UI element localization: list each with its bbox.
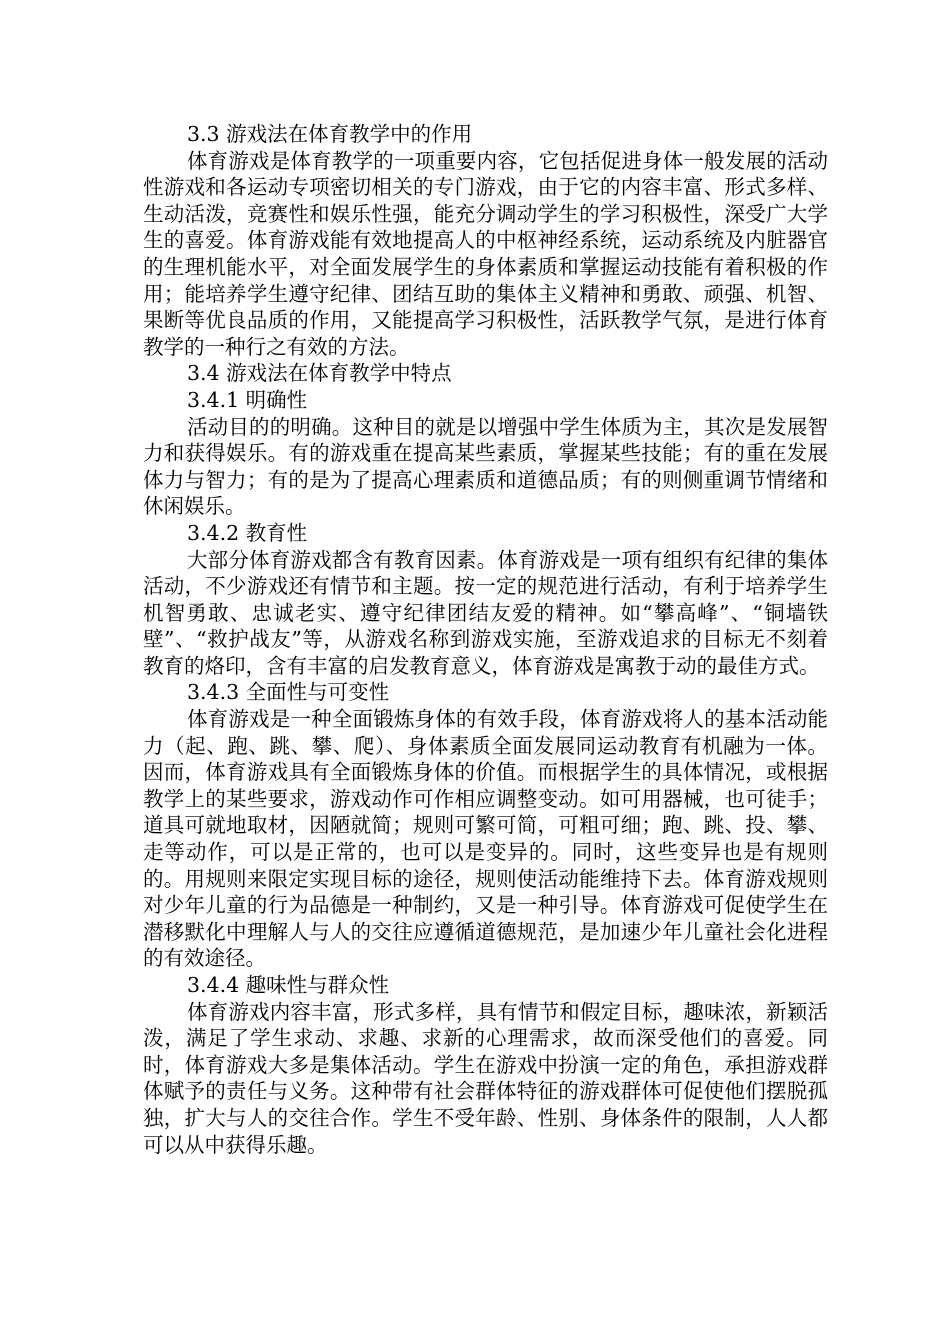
section-paragraph: 体育游戏是体育教学的一项重要内容，它包括促进身体一般发展的活动性游戏和各运动专项密切相关的专门游戏，由于它的内容丰富、形式多样、生动活泼，竞赛性和娱乐性强，能充分调动学生的学习积极性，深受广大学生的喜爱。体育游戏能有效地提高人的中枢神经系统，运动系统及内脏器官的生理机能水平，对全面发展学生的身体素质和掌握运动技能有着积极的作用；能培养学生遵守纪律、团结互助的集体主义精神和勇敢、顽强、机智、果断等优良品质的作用，又能提高学习积极性，活跃教学气氛，是进行体育教学的一种行之有效的方法。: [143, 148, 828, 359]
section-paragraph: 大部分体育游戏都含有教育因素。体育游戏是一项有组织有纪律的集体活动，不少游戏还有情节和主题。按一定的规范进行活动，有利于培养学生机智勇敢、忠诚老实、遵守纪律团结友爱的精神。如“攀高峰”、“铜墙铁壁”、“救护战友”等，从游戏名称到游戏实施，至游戏追求的目标无不刻着教育的烙印，含有丰富的启发教育意义，体育游戏是寓教于动的最佳方式。: [143, 547, 828, 678]
section-paragraph: 体育游戏是一种全面锻炼身体的有效手段，体育游戏将人的基本活动能力（起、跑、跳、攀、爬）、身体素质全面发展同运动教育有机融为一体。因而，体育游戏具有全面锻炼身体的价值。而根据学生的具体情况，或根据教学上的某些要求，游戏动作可作相应调整变动。如可用器械，也可徒手；道具可就地取材，因陋就简；规则可繁可简，可粗可细；跑、跳、投、攀、走等动作，可以是正常的，也可以是变异的。同时，这些变异也是有规则的。用规则来限定实现目标的途径，规则使活动能维持下去。体育游戏规则对少年儿童的行为品德是一种制约，又是一种引导。体育游戏可促使学生在潜移默化中理解人与人的交往应遵循道德规范，是加速少年儿童社会化进程的有效途径。: [143, 707, 828, 971]
subsection-heading: 3.4.2 教育性: [187, 520, 308, 545]
section-paragraph: 体育游戏内容丰富，形式多样，具有情节和假定目标，趣味浓，新颖活泼，满足了学生求动、求趣、求新的心理需求，故而深受他们的喜爱。同时，体育游戏大多是集体活动。学生在游戏中扮演一定的角色，承担游戏群体赋予的责任与义务。这种带有社会群体特征的游戏群体可促使他们摆脱孤独，扩大与人的交往合作。学生不受年龄、性别、身体条件的限制，人人都可以从中获得乐趣。: [143, 999, 828, 1157]
subsection-heading: 3.4.1 明确性: [187, 387, 308, 412]
subsection-heading: 3.4.3 全面性与可变性: [187, 680, 390, 705]
section-heading: 3.3 游戏法在体育教学中的作用: [187, 122, 473, 146]
document-page: [143, 121, 828, 1158]
subsection-heading: 3.4.4 趣味性与群众性: [187, 973, 390, 997]
section-paragraph: 活动目的的明确。这种目的就是以增强中学生体质为主，其次是发展智力和获得娱乐。有的游戏重在提高某些素质，掌握某些技能；有的重在发展体力与智力；有的是为了提高心理素质和道德品质；有的则侧重调节情绪和休闲娱乐。: [143, 414, 828, 519]
section-heading: 3.4 游戏法在体育教学中特点: [187, 361, 452, 386]
